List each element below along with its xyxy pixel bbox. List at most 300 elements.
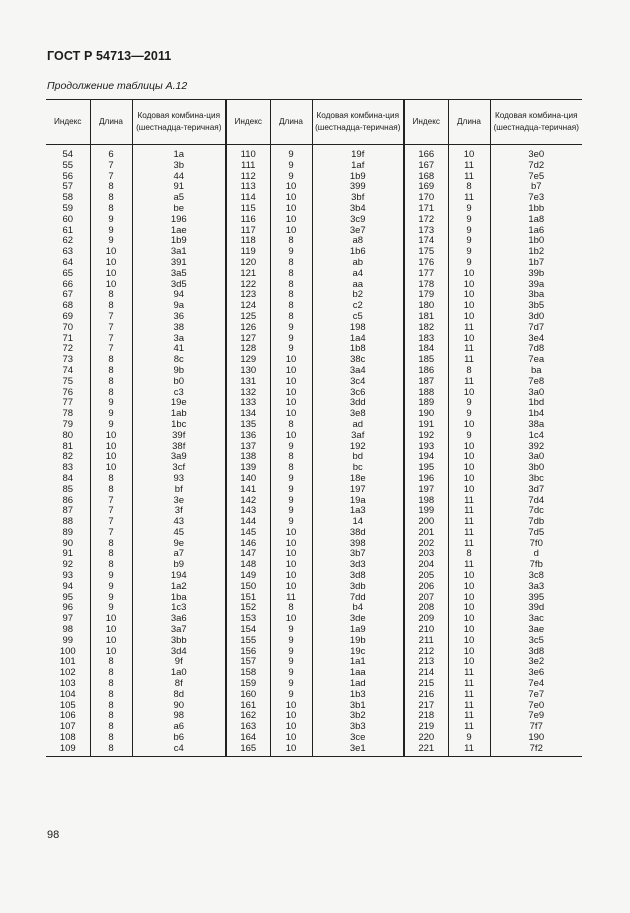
cell-index: 114 bbox=[226, 193, 270, 204]
cell-index: 180 bbox=[404, 301, 448, 312]
table-row bbox=[46, 398, 582, 409]
cell-length: 9 bbox=[270, 344, 312, 355]
cell-length: 9 bbox=[270, 506, 312, 517]
cell-code: ad bbox=[312, 420, 404, 431]
cell-code: 3d8 bbox=[490, 647, 582, 658]
cell-length: 11 bbox=[448, 679, 490, 690]
cell-index: 92 bbox=[62, 559, 74, 571]
cell-index: 82 bbox=[62, 451, 74, 463]
col-header-code: Кодовая комбина-ция (шестнадца-теричная) bbox=[490, 100, 582, 145]
cell-code: 9e bbox=[132, 539, 226, 550]
cell-index: 144 bbox=[226, 517, 270, 528]
cell-length: 10 bbox=[270, 733, 312, 744]
cell-code: 197 bbox=[312, 485, 404, 496]
cell-code: 3b2 bbox=[312, 711, 404, 722]
cell-index: 199 bbox=[404, 506, 448, 517]
cell-code: 1ba bbox=[132, 593, 226, 604]
cell-index: 150 bbox=[226, 582, 270, 593]
cell-code: 7e0 bbox=[490, 701, 582, 712]
cell-code: 39b bbox=[490, 269, 582, 280]
cell-length: 11 bbox=[448, 539, 490, 550]
cell-length: 10 bbox=[270, 711, 312, 722]
cell-code: 3a7 bbox=[132, 625, 226, 636]
cell-length: 8 bbox=[270, 603, 312, 614]
cell-length: 9 bbox=[270, 679, 312, 690]
cell-length: 11 bbox=[448, 172, 490, 183]
cell-index: 86 bbox=[62, 494, 74, 506]
cell-index: 129 bbox=[226, 355, 270, 366]
page-number: 98 bbox=[47, 829, 60, 841]
cell-index: 102 bbox=[59, 667, 76, 679]
cell-index: 75 bbox=[62, 375, 74, 387]
cell-length: 10 bbox=[90, 614, 132, 625]
cell-code: 19b bbox=[312, 636, 404, 647]
cell-length: 8 bbox=[270, 236, 312, 247]
cell-index: 219 bbox=[404, 722, 448, 733]
cell-length: 10 bbox=[270, 182, 312, 193]
cell-code: 392 bbox=[490, 442, 582, 453]
table-row bbox=[46, 679, 582, 690]
cell-index: 137 bbox=[226, 442, 270, 453]
table-row bbox=[46, 226, 582, 237]
cell-index: 212 bbox=[404, 647, 448, 658]
cell-length: 10 bbox=[270, 366, 312, 377]
cell-length: 10 bbox=[270, 701, 312, 712]
cell-length: 8 bbox=[90, 366, 132, 377]
cell-length: 10 bbox=[90, 452, 132, 463]
cell-length: 9 bbox=[448, 236, 490, 247]
cell-length: 10 bbox=[448, 420, 490, 431]
cell-length: 11 bbox=[448, 344, 490, 355]
cell-length: 11 bbox=[448, 193, 490, 204]
cell-index: 151 bbox=[226, 593, 270, 604]
cell-index: 124 bbox=[226, 301, 270, 312]
table-row bbox=[46, 290, 582, 301]
cell-code: 3bc bbox=[490, 474, 582, 485]
cell-code: 3c9 bbox=[312, 215, 404, 226]
cell-code: 1bd bbox=[490, 398, 582, 409]
cell-index: 139 bbox=[226, 463, 270, 474]
cell-code: 7e3 bbox=[490, 193, 582, 204]
cell-code: 7d7 bbox=[490, 323, 582, 334]
cell-code: 3ba bbox=[490, 290, 582, 301]
cell-index: 193 bbox=[404, 442, 448, 453]
cell-code: 38 bbox=[132, 323, 226, 334]
cell-length: 9 bbox=[270, 690, 312, 701]
table-row bbox=[46, 161, 582, 172]
cell-index: 130 bbox=[226, 366, 270, 377]
cell-length: 9 bbox=[270, 657, 312, 668]
cell-length: 10 bbox=[270, 204, 312, 215]
cell-code: 395 bbox=[490, 593, 582, 604]
cell-code: 3a9 bbox=[132, 452, 226, 463]
table-row bbox=[46, 485, 582, 496]
cell-length: 10 bbox=[270, 614, 312, 625]
cell-length: 11 bbox=[448, 560, 490, 571]
cell-index: 138 bbox=[226, 452, 270, 463]
cell-length: 7 bbox=[90, 334, 132, 345]
cell-length: 10 bbox=[448, 571, 490, 582]
cell-code: 8c bbox=[132, 355, 226, 366]
cell-index: 98 bbox=[62, 624, 74, 636]
cell-index: 108 bbox=[59, 732, 76, 744]
cell-index: 73 bbox=[62, 354, 74, 366]
cell-length: 10 bbox=[448, 463, 490, 474]
table-row bbox=[46, 334, 582, 345]
cell-code: 14 bbox=[312, 517, 404, 528]
cell-code: 391 bbox=[132, 258, 226, 269]
cell-code: 3bf bbox=[312, 193, 404, 204]
cell-length: 11 bbox=[448, 506, 490, 517]
cell-length: 6 bbox=[90, 150, 132, 161]
cell-length: 10 bbox=[270, 409, 312, 420]
cell-code: be bbox=[132, 204, 226, 215]
cell-code: 3ae bbox=[490, 625, 582, 636]
cell-index: 105 bbox=[59, 699, 76, 711]
cell-length: 8 bbox=[90, 668, 132, 679]
cell-index: 132 bbox=[226, 388, 270, 399]
cell-index: 118 bbox=[226, 236, 270, 247]
cell-code: 3d4 bbox=[132, 647, 226, 658]
cell-index: 198 bbox=[404, 496, 448, 507]
table-row bbox=[46, 280, 582, 291]
cell-code: 194 bbox=[132, 571, 226, 582]
cell-code: bd bbox=[312, 452, 404, 463]
cell-code: 3d7 bbox=[490, 485, 582, 496]
cell-index: 220 bbox=[404, 733, 448, 744]
cell-index: 168 bbox=[404, 172, 448, 183]
cell-index: 221 bbox=[404, 744, 448, 757]
table-row bbox=[46, 182, 582, 193]
cell-code: 3e bbox=[132, 496, 226, 507]
cell-index: 89 bbox=[62, 526, 74, 538]
cell-code: 1b7 bbox=[490, 258, 582, 269]
cell-length: 11 bbox=[448, 690, 490, 701]
cell-code: 19c bbox=[312, 647, 404, 658]
cell-index: 54 bbox=[62, 149, 74, 160]
cell-index: 213 bbox=[404, 657, 448, 668]
cell-length: 10 bbox=[270, 431, 312, 442]
cell-code: 98 bbox=[132, 711, 226, 722]
cell-index: 91 bbox=[62, 548, 74, 560]
cell-length: 10 bbox=[270, 377, 312, 388]
cell-code: 1a0 bbox=[132, 668, 226, 679]
cell-code: 1bb bbox=[490, 204, 582, 215]
cell-index: 191 bbox=[404, 420, 448, 431]
cell-index: 164 bbox=[226, 733, 270, 744]
cell-index: 71 bbox=[62, 332, 74, 344]
cell-code: a8 bbox=[312, 236, 404, 247]
cell-code: 7d5 bbox=[490, 528, 582, 539]
cell-code: c3 bbox=[132, 388, 226, 399]
cell-code: 1a2 bbox=[132, 582, 226, 593]
cell-code: 3a3 bbox=[490, 582, 582, 593]
table-row bbox=[46, 582, 582, 593]
cell-code: ab bbox=[312, 258, 404, 269]
cell-index: 187 bbox=[404, 377, 448, 388]
cell-length: 10 bbox=[448, 614, 490, 625]
cell-code: 1af bbox=[312, 161, 404, 172]
cell-index: 78 bbox=[62, 408, 74, 420]
cell-code: 1bc bbox=[132, 420, 226, 431]
cell-length: 8 bbox=[448, 366, 490, 377]
cell-code: 196 bbox=[132, 215, 226, 226]
cell-length: 11 bbox=[448, 517, 490, 528]
cell-code: 1b8 bbox=[312, 344, 404, 355]
cell-code: 41 bbox=[132, 344, 226, 355]
cell-index: 90 bbox=[62, 537, 74, 549]
cell-length: 10 bbox=[448, 625, 490, 636]
cell-length: 8 bbox=[270, 301, 312, 312]
cell-length: 7 bbox=[90, 323, 132, 334]
cell-index: 159 bbox=[226, 679, 270, 690]
cell-index: 142 bbox=[226, 496, 270, 507]
cell-code: 399 bbox=[312, 182, 404, 193]
cell-length: 9 bbox=[270, 323, 312, 334]
cell-length: 8 bbox=[90, 549, 132, 560]
cell-index: 185 bbox=[404, 355, 448, 366]
col-header-code: Кодовая комбина-ция (шестнадца-теричная) bbox=[132, 100, 226, 145]
col-header-length: Длина bbox=[90, 100, 132, 145]
cell-index: 205 bbox=[404, 571, 448, 582]
cell-length: 8 bbox=[90, 733, 132, 744]
table-row bbox=[46, 474, 582, 485]
cell-length: 7 bbox=[90, 312, 132, 323]
cell-code: 1a bbox=[132, 150, 226, 161]
cell-length: 10 bbox=[448, 150, 490, 161]
table-row bbox=[46, 668, 582, 679]
table-row bbox=[46, 496, 582, 507]
cell-index: 165 bbox=[226, 744, 270, 757]
cell-code: 7e9 bbox=[490, 711, 582, 722]
cell-index: 163 bbox=[226, 722, 270, 733]
cell-code: 7db bbox=[490, 517, 582, 528]
cell-length: 9 bbox=[90, 603, 132, 614]
cell-code: 3d5 bbox=[132, 280, 226, 291]
cell-code: 3c6 bbox=[312, 388, 404, 399]
cell-index: 63 bbox=[62, 246, 74, 258]
cell-index: 81 bbox=[62, 440, 74, 452]
cell-length: 9 bbox=[90, 420, 132, 431]
cell-length: 9 bbox=[90, 409, 132, 420]
cell-length: 10 bbox=[448, 388, 490, 399]
cell-length: 11 bbox=[448, 528, 490, 539]
cell-code: 94 bbox=[132, 290, 226, 301]
cell-length: 8 bbox=[90, 193, 132, 204]
cell-index: 188 bbox=[404, 388, 448, 399]
cell-index: 116 bbox=[226, 215, 270, 226]
cell-index: 169 bbox=[404, 182, 448, 193]
cell-index: 210 bbox=[404, 625, 448, 636]
cell-code: 3b7 bbox=[312, 549, 404, 560]
cell-length: 10 bbox=[448, 442, 490, 453]
cell-length: 11 bbox=[448, 668, 490, 679]
table-row bbox=[46, 442, 582, 453]
cell-index: 190 bbox=[404, 409, 448, 420]
cell-code: ba bbox=[490, 366, 582, 377]
cell-length: 7 bbox=[90, 344, 132, 355]
cell-length: 10 bbox=[270, 722, 312, 733]
cell-index: 55 bbox=[62, 159, 74, 171]
cell-code: 3f bbox=[132, 506, 226, 517]
cell-index: 93 bbox=[62, 570, 74, 582]
cell-index: 179 bbox=[404, 290, 448, 301]
cell-code: 7d8 bbox=[490, 344, 582, 355]
cell-code: a7 bbox=[132, 549, 226, 560]
cell-code: 3bb bbox=[132, 636, 226, 647]
cell-length: 8 bbox=[270, 312, 312, 323]
cell-index: 155 bbox=[226, 636, 270, 647]
cell-length: 10 bbox=[270, 571, 312, 582]
table-body bbox=[46, 145, 582, 757]
cell-index: 79 bbox=[62, 418, 74, 430]
cell-code: 3a bbox=[132, 334, 226, 345]
cell-index: 200 bbox=[404, 517, 448, 528]
cell-code: 1b9 bbox=[132, 236, 226, 247]
cell-code: 1a1 bbox=[312, 657, 404, 668]
cell-index: 167 bbox=[404, 161, 448, 172]
table-row bbox=[46, 236, 582, 247]
cell-index: 123 bbox=[226, 290, 270, 301]
cell-code: 1b9 bbox=[312, 172, 404, 183]
cell-length: 10 bbox=[448, 657, 490, 668]
table-row bbox=[46, 431, 582, 442]
cell-length: 8 bbox=[270, 258, 312, 269]
cell-index: 162 bbox=[226, 711, 270, 722]
cell-code: 7f0 bbox=[490, 539, 582, 550]
cell-index: 136 bbox=[226, 431, 270, 442]
cell-index: 127 bbox=[226, 334, 270, 345]
cell-index: 174 bbox=[404, 236, 448, 247]
table-row bbox=[46, 744, 582, 757]
cell-index: 96 bbox=[62, 602, 74, 614]
cell-index: 67 bbox=[62, 289, 74, 301]
cell-index: 146 bbox=[226, 539, 270, 550]
cell-code: 7d2 bbox=[490, 161, 582, 172]
cell-length: 10 bbox=[270, 388, 312, 399]
cell-length: 10 bbox=[270, 226, 312, 237]
cell-length: 11 bbox=[448, 711, 490, 722]
col-header-length: Длина bbox=[270, 100, 312, 145]
cell-length: 10 bbox=[448, 647, 490, 658]
cell-length: 10 bbox=[270, 193, 312, 204]
cell-code: 39d bbox=[490, 603, 582, 614]
cell-length: 9 bbox=[448, 215, 490, 226]
table-row bbox=[46, 312, 582, 323]
cell-code: 190 bbox=[490, 733, 582, 744]
table-row bbox=[46, 366, 582, 377]
cell-code: 398 bbox=[312, 539, 404, 550]
cell-code: 3d3 bbox=[312, 560, 404, 571]
cell-code: 3e8 bbox=[312, 409, 404, 420]
cell-length: 9 bbox=[90, 582, 132, 593]
table-row bbox=[46, 506, 582, 517]
cell-code: 3dd bbox=[312, 398, 404, 409]
cell-length: 9 bbox=[270, 496, 312, 507]
cell-length: 9 bbox=[270, 517, 312, 528]
cell-length: 11 bbox=[448, 161, 490, 172]
cell-index: 143 bbox=[226, 506, 270, 517]
cell-index: 204 bbox=[404, 560, 448, 571]
cell-length: 9 bbox=[448, 409, 490, 420]
table-row bbox=[46, 711, 582, 722]
cell-code: 43 bbox=[132, 517, 226, 528]
cell-length: 9 bbox=[270, 668, 312, 679]
cell-code: 3de bbox=[312, 614, 404, 625]
cell-index: 87 bbox=[62, 505, 74, 517]
cell-index: 171 bbox=[404, 204, 448, 215]
cell-length: 10 bbox=[448, 301, 490, 312]
cell-index: 202 bbox=[404, 539, 448, 550]
cell-code: 38a bbox=[490, 420, 582, 431]
cell-code: 44 bbox=[132, 172, 226, 183]
cell-code: bf bbox=[132, 485, 226, 496]
cell-code: 3a1 bbox=[132, 247, 226, 258]
cell-code: 3af bbox=[312, 431, 404, 442]
cell-index: 70 bbox=[62, 321, 74, 333]
cell-index: 157 bbox=[226, 657, 270, 668]
cell-code: a4 bbox=[312, 269, 404, 280]
cell-code: 7ea bbox=[490, 355, 582, 366]
cell-length: 9 bbox=[448, 247, 490, 258]
cell-index: 115 bbox=[226, 204, 270, 215]
cell-code: c4 bbox=[132, 744, 226, 757]
cell-length: 10 bbox=[270, 549, 312, 560]
cell-length: 10 bbox=[90, 636, 132, 647]
cell-index: 65 bbox=[62, 267, 74, 279]
col-header-code: Кодовая комбина-ция (шестнадца-теричная) bbox=[312, 100, 404, 145]
cell-index: 58 bbox=[62, 192, 74, 204]
cell-index: 203 bbox=[404, 549, 448, 560]
cell-index: 194 bbox=[404, 452, 448, 463]
cell-index: 104 bbox=[59, 688, 76, 700]
cell-index: 195 bbox=[404, 463, 448, 474]
code-table bbox=[46, 99, 582, 757]
cell-length: 9 bbox=[448, 258, 490, 269]
cell-code: b2 bbox=[312, 290, 404, 301]
cell-index: 147 bbox=[226, 549, 270, 560]
cell-index: 110 bbox=[226, 150, 270, 161]
cell-code: 198 bbox=[312, 323, 404, 334]
col-header-length: Длина bbox=[448, 100, 490, 145]
cell-code: 7f7 bbox=[490, 722, 582, 733]
cell-index: 117 bbox=[226, 226, 270, 237]
cell-index: 119 bbox=[226, 247, 270, 258]
cell-index: 145 bbox=[226, 528, 270, 539]
cell-code: 36 bbox=[132, 312, 226, 323]
cell-length: 9 bbox=[270, 485, 312, 496]
cell-code: 9a bbox=[132, 301, 226, 312]
cell-code: 7d4 bbox=[490, 496, 582, 507]
cell-length: 11 bbox=[448, 701, 490, 712]
cell-length: 10 bbox=[270, 215, 312, 226]
cell-code: 3b1 bbox=[312, 701, 404, 712]
cell-length: 7 bbox=[90, 496, 132, 507]
cell-index: 207 bbox=[404, 593, 448, 604]
cell-length: 10 bbox=[448, 474, 490, 485]
cell-length: 10 bbox=[448, 603, 490, 614]
cell-code: 1b2 bbox=[490, 247, 582, 258]
cell-length: 9 bbox=[90, 398, 132, 409]
cell-length: 10 bbox=[448, 334, 490, 345]
cell-index: 112 bbox=[226, 172, 270, 183]
cell-code: aa bbox=[312, 280, 404, 291]
cell-code: 7f2 bbox=[490, 744, 582, 757]
table-row bbox=[46, 571, 582, 582]
table-row bbox=[46, 452, 582, 463]
cell-code: 38c bbox=[312, 355, 404, 366]
cell-index: 166 bbox=[404, 150, 448, 161]
